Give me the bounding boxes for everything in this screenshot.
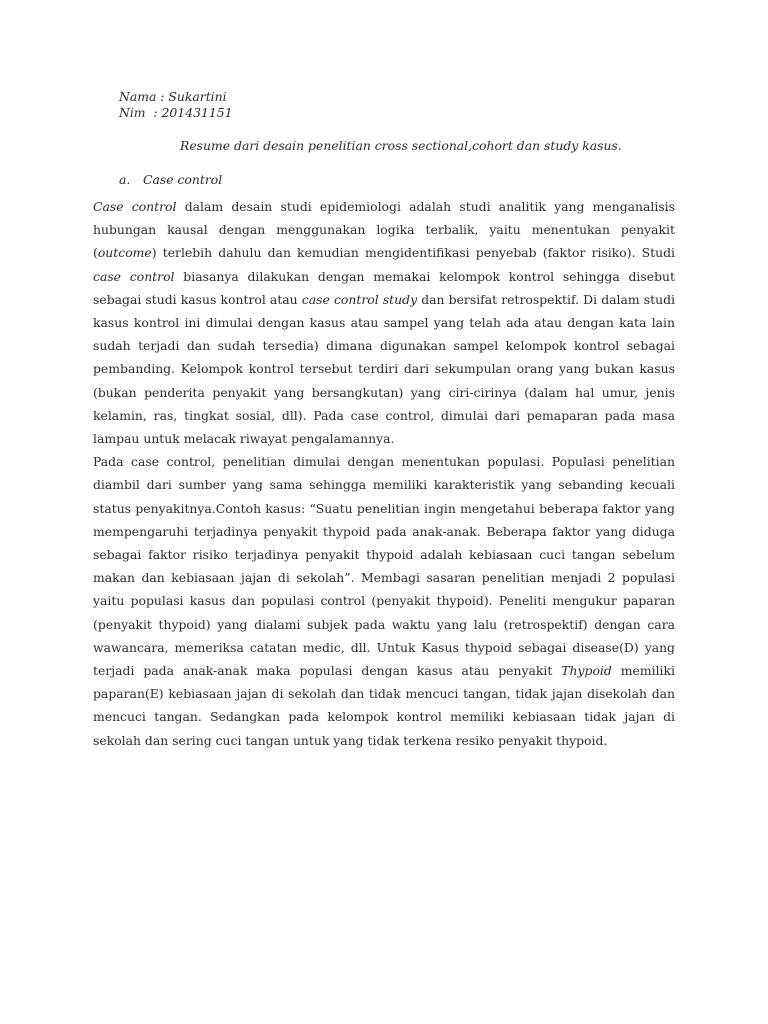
student-header	[119, 89, 233, 121]
paragraph-text: memiliki paparan(E) kebiasaan jajan di sekolah dan tidak mencuci tangan, tidak jajan disekolah dan mencuci tangan. Sedangkan pada kelompok kontrol memiliki kebiasaan tidak jajan di sekolah dan sering cuci tangan untuk yang tidak terkena resiko penyakit thypoid.	[93, 663, 675, 748]
paragraph-text: biasanya dilakukan dengan memakai kelompok kontrol sehingga disebut sebagai studi kasus kontrol atau	[93, 268, 675, 307]
student-name-line: Nama : Sukartini	[119, 89, 227, 104]
paragraph-case-control-example	[93, 450, 675, 752]
term-case-control: Case control	[93, 199, 177, 214]
term-case-control: case control	[93, 268, 175, 284]
term-case-control-study: case control study	[301, 291, 418, 307]
term-outcome: outcome	[97, 245, 152, 261]
document-body	[93, 195, 675, 752]
paragraph-text: Pada case control, penelitian dimulai dengan menentukan populasi. Populasi penelitian diambil dari sumber yang sama sehingga memiliki karakteristik yang sebanding kecuali status penyakitnya.Contoh kasus: “Suatu penelitian ingin mengetahui beberapa faktor yang mempengaruhi terjadinya penyakit thypoid pada anak-anak. Beberapa faktor yang diduga sebagai faktor risiko terjadinya penyakit thypoid adalah kebiasaan cuci tangan sebelum makan dan kebiasaan jajan di sekolah”. Membagi sasaran penelitian menjadi 2 populasi yaitu populasi kasus dan populasi control (penyakit thypoid). Peneliti mengukur paparan (penyakit thypoid) yang dialami subjek pada waktu yang lalu (retrospektif) dengan cara wawancara, memeriksa catatan medic, dll. Untuk Kasus thypoid sebagai disease(D) yang terjadi pada anak-anak maka populasi dengan kasus atau penyakit	[93, 454, 675, 679]
section-title: Case control	[143, 172, 223, 187]
student-nim-line: Nim : 201431151	[119, 105, 233, 120]
paragraph-text: dalam desain studi epidemiologi adalah studi analitik yang menganalisis hubungan kausal dengan menggunakan logika terbalik, yaitu menentukan penyakit (	[93, 199, 676, 261]
section-label: a.	[119, 172, 131, 187]
paragraph-text: ) terlebih dahulu dan kemudian mengidentifikasi penyebab (faktor risiko). Studi	[151, 245, 675, 261]
section-heading	[119, 172, 222, 188]
paragraph-case-control-definition	[93, 195, 675, 450]
term-thypoid: Thypoid	[561, 663, 612, 679]
paragraph-text: dan bersifat retrospektif. Di dalam studi kasus kontrol ini dimulai dengan kasus atau sampel yang telah ada atau dengan kata lain sudah terjadi dan sudah tersedia) dimana digunakan sampel kelompok kontrol sebagai pembanding. Kelompok kontrol tersebut terdiri dari sekumpulan orang yang bukan kasus (bukan penderita penyakit yang bersangkutan) yang ciri-cirinya (dalam hal umur, jenis kelamin, ras, tingkat sosial, dll). Pada case control, dimulai dari pemaparan pada masa lampau untuk melacak riwayat pengalamannya.	[93, 291, 675, 447]
document-title: Resume dari desain penelitian cross sectional,cohort dan study kasus.	[180, 138, 622, 153]
